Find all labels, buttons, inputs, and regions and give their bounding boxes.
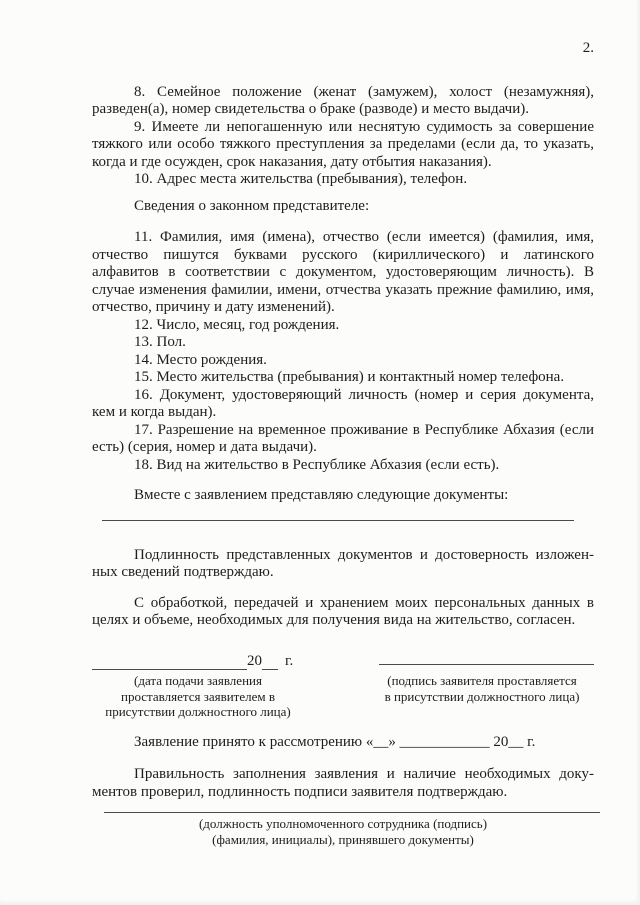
form-item-10: 10. Адрес места жительства (пребывания), телефон. bbox=[134, 171, 468, 187]
date-caption-line-3: присутствии должностного лица) bbox=[105, 704, 291, 719]
legal-representative-heading: Сведения о законном представителе: bbox=[134, 197, 370, 214]
form-item-16: 16. Документ, удостоверяющий личность (номер и серия документа, кем и когда выдан). bbox=[92, 386, 594, 420]
documents-intro: Вместе с заявлением представляю следующие документы: bbox=[134, 487, 509, 503]
date-caption-line-2: проставляется заявителем в bbox=[120, 688, 275, 704]
date-fill-in-line bbox=[92, 656, 247, 670]
verification-statement: Правильность заполнения заявления и наличие необходимых документов проверил, подлинность подписи заявителя подтверждаю. bbox=[92, 766, 594, 800]
officer-signature-line bbox=[104, 811, 600, 813]
year-prefix: 20 bbox=[247, 652, 262, 669]
form-item-11: 11. Фамилия, имя (имена), отчество (если имеется) (фамилия, имя, отчество пишутся буквами русского (кириллического) и латинского алфавитов в соответствии с документом, удостоверяющим личность). В случае изменения фамилии, имени, отчества указать прежние фамилию, имя, отчество, причину и дату изменений). bbox=[92, 229, 594, 315]
form-item-13: 13. Пол. bbox=[134, 334, 186, 350]
applicant-signature-group bbox=[379, 651, 594, 671]
form-item-14: 14. Место рождения. bbox=[134, 351, 267, 368]
signature-caption bbox=[370, 673, 594, 720]
form-item-8: 8. Семейное положение (женат (замужем), холост (незамужняя), разведен(а), номер свидетельства о браке (разводе) и место выдачи). bbox=[92, 83, 594, 117]
signature-caption-line-1: (подпись заявителя проставляется bbox=[387, 673, 577, 688]
officer-caption-line-1: (должность уполномоченного сотрудника (подпись) bbox=[198, 816, 488, 831]
form-item-15: 15. Место жительства (пребывания) и контактный номер телефона. bbox=[134, 369, 565, 385]
form-item-18: 18. Вид на жительство в Республике Абхазия (если есть). bbox=[134, 456, 500, 473]
date-caption bbox=[92, 673, 304, 720]
date-signature-group bbox=[92, 653, 293, 671]
consent-statement: С обработкой, передачей и хранением моих персональных данных в целях и объеме, необходимых для получения вида на жительство, согласен. bbox=[92, 594, 594, 628]
authenticity-statement: Подлинность представленных документов и достоверность изложенных сведений подтверждаю. bbox=[92, 546, 594, 580]
date-caption-line-1: (дата подачи заявления bbox=[134, 673, 262, 688]
signature-caption-line-2: в присутствии должностного лица) bbox=[384, 688, 580, 704]
officer-caption-line-2: (фамилия, инициалы), принявшего документы) bbox=[212, 832, 474, 847]
signature-captions bbox=[92, 673, 594, 720]
officer-caption bbox=[92, 816, 594, 848]
form-item-12: 12. Число, месяц, год рождения. bbox=[134, 316, 340, 333]
year-fill-in-line bbox=[262, 656, 278, 670]
acceptance-line: Заявление принято к рассмотрению «__» ____________ 20__ г. bbox=[134, 733, 536, 750]
year-suffix: г. bbox=[285, 652, 294, 669]
page-number: 2. bbox=[582, 40, 594, 56]
form-item-17: 17. Разрешение на временное проживание в Республике Абхазия (если есть) (серия, номер и дата выдачи). bbox=[92, 421, 594, 455]
form-item-9: 9. Имеете ли непогашенную или неснятую судимость за совершение тяжкого или особо тяжкого преступления за пределами (если да, то указать, когда и где осужден, срок наказания, дату отбытия наказания). bbox=[92, 118, 594, 170]
documents-fill-in-line bbox=[102, 519, 574, 521]
applicant-signature-line bbox=[379, 651, 594, 665]
signature-block bbox=[92, 651, 594, 671]
